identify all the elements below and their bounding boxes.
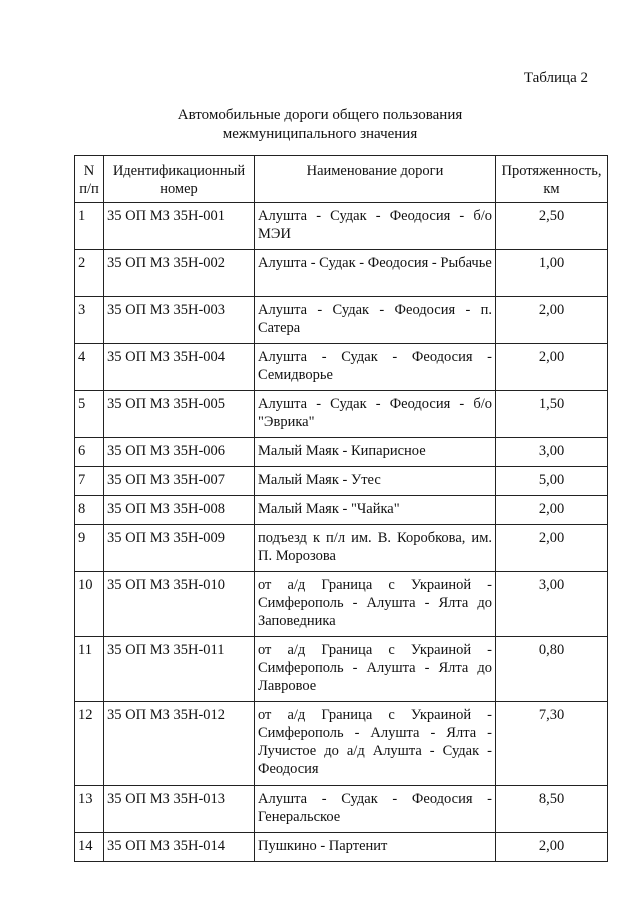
document-title	[0, 106, 640, 144]
row-num: 3	[75, 297, 104, 344]
row-length: 2,50	[496, 203, 608, 250]
row-num: 9	[75, 525, 104, 572]
row-num: 11	[75, 637, 104, 702]
row-length: 8,50	[496, 786, 608, 833]
row-name: подъезд к п/л им. В. Коробкова, им. П. Морозова	[255, 525, 496, 572]
table-row	[75, 203, 608, 250]
row-name: Алушта - Судак - Феодосия - б/о МЭИ	[255, 203, 496, 250]
table-row	[75, 786, 608, 833]
row-num: 6	[75, 438, 104, 467]
table-row	[75, 496, 608, 525]
row-ident: 35 ОП МЗ 35Н-006	[104, 438, 255, 467]
row-num: 12	[75, 702, 104, 786]
table-row	[75, 467, 608, 496]
header-name: Наименование дороги	[255, 156, 496, 203]
row-length: 3,00	[496, 438, 608, 467]
table-row	[75, 438, 608, 467]
row-length: 2,00	[496, 297, 608, 344]
row-ident: 35 ОП МЗ 35Н-013	[104, 786, 255, 833]
row-num: 5	[75, 391, 104, 438]
row-name: от а/д Граница с Украиной - Симферополь - Алушта - Ялта - Лучистое до а/д Алушта - Судак - Феодосия	[255, 702, 496, 786]
roads-table	[74, 155, 608, 862]
row-num: 2	[75, 250, 104, 297]
row-length: 0,80	[496, 637, 608, 702]
title-line-1: Автомобильные дороги общего пользования	[177, 107, 463, 123]
row-name: Алушта - Судак - Феодосия - Генеральское	[255, 786, 496, 833]
row-name: Алушта - Судак - Феодосия - Семидворье	[255, 344, 496, 391]
row-length: 5,00	[496, 467, 608, 496]
row-ident: 35 ОП МЗ 35Н-003	[104, 297, 255, 344]
row-ident: 35 ОП МЗ 35Н-009	[104, 525, 255, 572]
row-num: 14	[75, 833, 104, 862]
row-ident: 35 ОП МЗ 35Н-010	[104, 572, 255, 637]
table-row	[75, 297, 608, 344]
title-line-2: межмуниципального значения	[222, 126, 418, 142]
row-ident: 35 ОП МЗ 35Н-007	[104, 467, 255, 496]
header-ident: Идентификационный номер	[104, 156, 255, 203]
header-num: N п/п	[75, 156, 104, 203]
row-length: 7,30	[496, 702, 608, 786]
row-ident: 35 ОП МЗ 35Н-008	[104, 496, 255, 525]
table-row	[75, 637, 608, 702]
table-row	[75, 525, 608, 572]
row-name: Малый Маяк - "Чайка"	[255, 496, 496, 525]
row-length: 3,00	[496, 572, 608, 637]
table-header-row	[75, 156, 608, 203]
row-num: 10	[75, 572, 104, 637]
row-ident: 35 ОП МЗ 35Н-014	[104, 833, 255, 862]
row-length: 1,00	[496, 250, 608, 297]
row-name: Алушта - Судак - Феодосия - п. Сатера	[255, 297, 496, 344]
table-row	[75, 833, 608, 862]
row-length: 2,00	[496, 525, 608, 572]
table-row	[75, 391, 608, 438]
row-length: 1,50	[496, 391, 608, 438]
table-number-label: Таблица 2	[523, 70, 588, 86]
row-name: Алушта - Судак - Феодосия - б/о "Эврика"	[255, 391, 496, 438]
row-num: 7	[75, 467, 104, 496]
row-num: 1	[75, 203, 104, 250]
table-row	[75, 702, 608, 786]
row-ident: 35 ОП МЗ 35Н-012	[104, 702, 255, 786]
row-name: от а/д Граница с Украиной - Симферополь - Алушта - Ялта до Лавровое	[255, 637, 496, 702]
row-num: 13	[75, 786, 104, 833]
row-ident: 35 ОП МЗ 35Н-002	[104, 250, 255, 297]
header-length: Протяженность, км	[496, 156, 608, 203]
row-num: 8	[75, 496, 104, 525]
row-name: от а/д Граница с Украиной - Симферополь - Алушта - Ялта до Заповедника	[255, 572, 496, 637]
row-length: 2,00	[496, 833, 608, 862]
row-length: 2,00	[496, 344, 608, 391]
row-ident: 35 ОП МЗ 35Н-004	[104, 344, 255, 391]
row-name: Малый Маяк - Утес	[255, 467, 496, 496]
row-name: Малый Маяк - Кипарисное	[255, 438, 496, 467]
row-length: 2,00	[496, 496, 608, 525]
table-row	[75, 572, 608, 637]
row-name: Пушкино - Партенит	[255, 833, 496, 862]
table-row	[75, 344, 608, 391]
row-ident: 35 ОП МЗ 35Н-011	[104, 637, 255, 702]
row-num: 4	[75, 344, 104, 391]
row-ident: 35 ОП МЗ 35Н-005	[104, 391, 255, 438]
table-row	[75, 250, 608, 297]
row-ident: 35 ОП МЗ 35Н-001	[104, 203, 255, 250]
row-name: Алушта - Судак - Феодосия - Рыбачье	[255, 250, 496, 297]
